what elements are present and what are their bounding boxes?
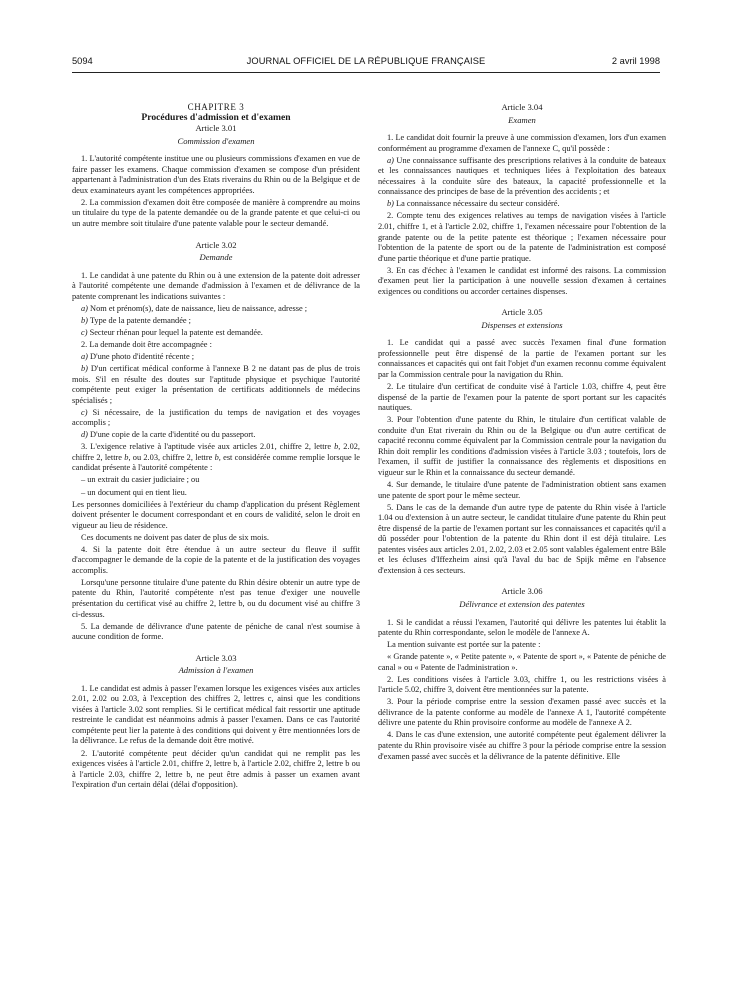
paragraph: 4. Dans le cas d'une extension, une autorité compétente peut également délivrer la patente du Rhin provisoire visée au chiffre 3 pour la période comprise entre la session d'examen passé avec succès et la délivrance de la patente définitive. Elle [378,730,666,761]
page-number: 5094 [72,56,93,66]
paragraph: 1. Le candidat est admis à passer l'examen lorsque les exigences visées aux articles 2.01, 2.02 ou 2.03, à l'exception des chiffres 2, lettres c, ainsi que les conditions visées à l'article 3.02 sont remplies. Si le certificat médical fait ressortir une aptitude restreinte le candidat est néanmoins admis à passer l'examen. Dans ce cas l'autorité compétente peut lier la patente à des conditions qui doivent y être mentionnées lors de la délivrance. Le refus de la demande doit être motivé. [72,683,360,746]
list-item: b) La connaissance nécessaire du secteur considéré. [387,199,560,209]
paragraph: 3. En cas d'échec à l'examen le candidat est informé des raisons. La commission d'examen peut lier la participation à une nouvelle session d'examen à certaines exigences ou conditions ou accorder certaines dispenses. [378,265,666,296]
chapter-label: CHAPITRE 3 [187,102,245,112]
article-title: Article 3.03 [195,652,237,663]
paragraph: Lorsqu'une personne titulaire d'une patente du Rhin désire obtenir un autre type de patente du Rhin, l'autorité compétente n'est pas tenue d'exiger une nouvelle présentation du certificat visé au chiffre 2, lettre b, ou du document visé au chiffre 3 ci-dessus. [72,577,360,619]
list-item: a) Une connaissance suffisante des prescriptions relatives à la conduite de bateaux et les connaissances nautiques et techniques liées à l'exploitation des bateaux nécessaires à la conduite sûre des bateaux, la capacité professionnelle et la connaissance des principes de base de la prévention des accidents ; et [378,155,666,197]
paragraph: 3. Pour la période comprise entre la session d'examen passé avec succès et la délivrance de la patente conforme au modèle de l'annexe A 1, l'autorité compétente délivre une patente du Rhin provisoire conforme au modèle de l'annexe A 2. [378,697,666,728]
list-item: c) Secteur rhénan pour lequel la patente est demandée. [81,327,263,337]
paragraph: 2. La demande doit être accompagnée : [81,339,212,349]
list-item: b) Type de la patente demandée ; [81,315,192,325]
article-subtitle: Demande [199,252,233,263]
paragraph: 5. Dans le cas de la demande d'un autre type de patente du Rhin visée à l'article 1.04 ou d'extension à un autre secteur, le candidat titulaire d'une patente du Rhin peut être dispensé de la partie de l'examen portant sur les connaissances et capacités qu'il a dû posséder pour l'obtention de la patente du Rhin dont il est déjà titulaire. Les patentes visées aux articles 2.01, 2.02, 2.03 et 2.05 sont valables également entre Bâle et les écluses d'Iffezheim ainsi qu'à l'aval du bac de Spijk même en l'absence d'extension à ces secteurs. [378,502,666,575]
article-title: Article 3.04 [501,102,543,112]
paragraph: 3. Pour l'obtention d'une patente du Rhin, le titulaire d'un certificat valable de conduite d'un Etat riverain du Rhin ou de la Belgique ou d'un autre certificat de capacité reconnu comme équivalent par la Commission centrale pour la navigation du Rhin doit remplir les conditions d'admission visées à l'article 3.03 ; toutefois, lors de l'examen, il suffit de justifier la connaissance des règlements et dispositions en vigueur sur le Rhin et la connaissance du secteur demandé. [378,415,666,477]
chapter-title: Procédures d'admission et d'examen [141,111,291,123]
paragraph: 4. Si la patente doit être étendue à un autre secteur du fleuve il suffit d'accompagner le demande de la copie de la patente et de la justification des voyages accomplis. [72,544,360,575]
article-title: Article 3.02 [195,239,237,250]
article-subtitle: Admission à l'examen [178,665,254,676]
journal-title: JOURNAL OFFICIEL DE LA RÉPUBLIQUE FRANÇAISE [246,56,486,66]
paragraph: 1. Le candidat à une patente du Rhin ou à une extension de la patente doit adresser à l'autorité compétente une demande d'admission à l'examen et de délivrance de la patente comprenant les indications suivantes : [72,270,360,301]
article-subtitle: Délivrance et extension des patentes [459,598,585,609]
paragraph: Ces documents ne doivent pas dater de plus de six mois. [81,532,269,542]
dash-item: – un document qui en tient lieu. [81,487,187,497]
dash-item: – un extrait du casier judiciaire ; ou [81,475,200,485]
paragraph: 1. Le candidat doit fournir la preuve à une commission d'examen, lors d'un examen conformément au programme d'examen de l'annexe C, qu'il possède : [378,133,666,153]
paragraph: 3. L'exigence relative à l'aptitude visée aux articles 2.01, chiffre 2, lettre b, 2.02, chiffre 2, lettre b, ou 2.03, chiffre 2, lettre b, est considérée comme remplie lorsque le candidat présente à l'autorité compétente : [72,442,360,473]
header-rule [72,72,660,73]
article-subtitle: Dispenses et extensions [481,319,563,330]
left-column [72,102,360,792]
paragraph: 4. Sur demande, le titulaire d'une patente de l'administration obtient sans examen une patente de sport pour le même secteur. [378,480,666,500]
issue-date: 2 avril 1998 [611,56,660,66]
page-header [72,56,660,70]
paragraph: 1. Le candidat qui a passé avec succès l'examen final d'une formation professionnelle peut être dispensé de la partie de l'examen portant sur les connaissances et capacités qui ont fait l'objet d'un examen reconnu comme équivalent par la Commission centrale pour la navigation du Rhin. [378,338,666,380]
paragraph: « Grande patente », « Petite patente », « Patente de sport », « Patente de péniche de canal » ou « Patente de l'administration ». [378,652,666,672]
paragraph: 2. Le titulaire d'un certificat de conduite visé à l'article 1.03, chiffre 4, peut être dispensé de la partie de l'examen pour la patente de sport portant sur les capacités nautiques. [378,382,666,413]
paragraph: 5. La demande de délivrance d'une patente de péniche de canal n'est soumise à aucune condition de forme. [72,621,360,642]
paragraph: La mention suivante est portée sur la patente : [387,640,541,650]
paragraph: 2. La commission d'examen doit être composée de manière à comprendre au moins un titulaire du type de la patente demandée ou de la grande patente et que celui-ci ou un autre membre soit titulaire d'une patente valable pour le secteur demandé. [72,197,360,228]
paragraph: 2. Compte tenu des exigences relatives au temps de navigation visées à l'article 2.01, chiffre 1, et à l'article 2.02, chiffre 1, l'examen nécessaire pour l'obtention de la grande patente ou de la petite patente est théorique ; l'examen nécessaire pour l'obtention de la patente de sport ou de la patente de l'administration est composé d'une partie théorique et d'une partie pratique. [378,211,666,263]
right-column [378,102,666,764]
article-title: Article 3.06 [501,586,543,597]
paragraph: 1. Si le candidat a réussi l'examen, l'autorité qui délivre les patentes lui établit la patente du Rhin correspondante, selon le modèle de l'annexe A. [378,617,666,638]
article-title: Article 3.05 [501,307,543,318]
paragraph: 2. Les conditions visées à l'article 3.03, chiffre 1, ou les restrictions visées à l'article 5.02, chiffre 3, doivent être mentionnées sur la patente. [378,674,666,695]
article-subtitle: Examen [508,114,536,125]
article-subtitle: Commission d'examen [177,135,255,146]
paragraph: 2. L'autorité compétente peut décider qu'un candidat qui ne remplit pas les exigences visées à l'article 2.01, chiffre 2, lettre b, à l'article 2.02, chiffre 2, lettre b ou à l'article 2.03, chiffre 2, lettre b, ne peut être admis à passer un examen avant l'expiration d'un certain délai (délai d'opposition). [72,748,360,790]
list-item: c) Si nécessaire, de la justification du temps de navigation et des voyages accomplis ; [72,407,360,428]
list-item: a) Nom et prénom(s), date de naissance, lieu de naissance, adresse ; [81,303,308,313]
article-title: Article 3.01 [195,123,237,134]
list-item: a) D'une photo d'identité récente ; [81,351,195,361]
paragraph: Les personnes domiciliées à l'extérieur du champ d'application du présent Règlement doivent présenter le document correspondant et en cours de validité, selon le droit en vigueur au lieu de résidence. [72,499,360,530]
list-item: b) D'un certificat médical conforme à l'annexe B 2 ne datant pas de plus de trois mois. S'il en résulte des doutes sur l'aptitude physique et psychique l'autorité compétente peut exiger la présentation de certificats additionnels de médecins spécialisés ; [72,363,360,405]
list-item: d) D'une copie de la carte d'identité ou du passeport. [81,430,256,440]
paragraph: 1. L'autorité compétente institue une ou plusieurs commissions d'examen en vue de faire passer les examens. Chaque commission d'examen se compose d'un président appartenant à l'administration d'un des Etats riverains du Rhin ou de la Belgique et de deux examinateurs ayant les compétences appropriées. [72,154,360,195]
